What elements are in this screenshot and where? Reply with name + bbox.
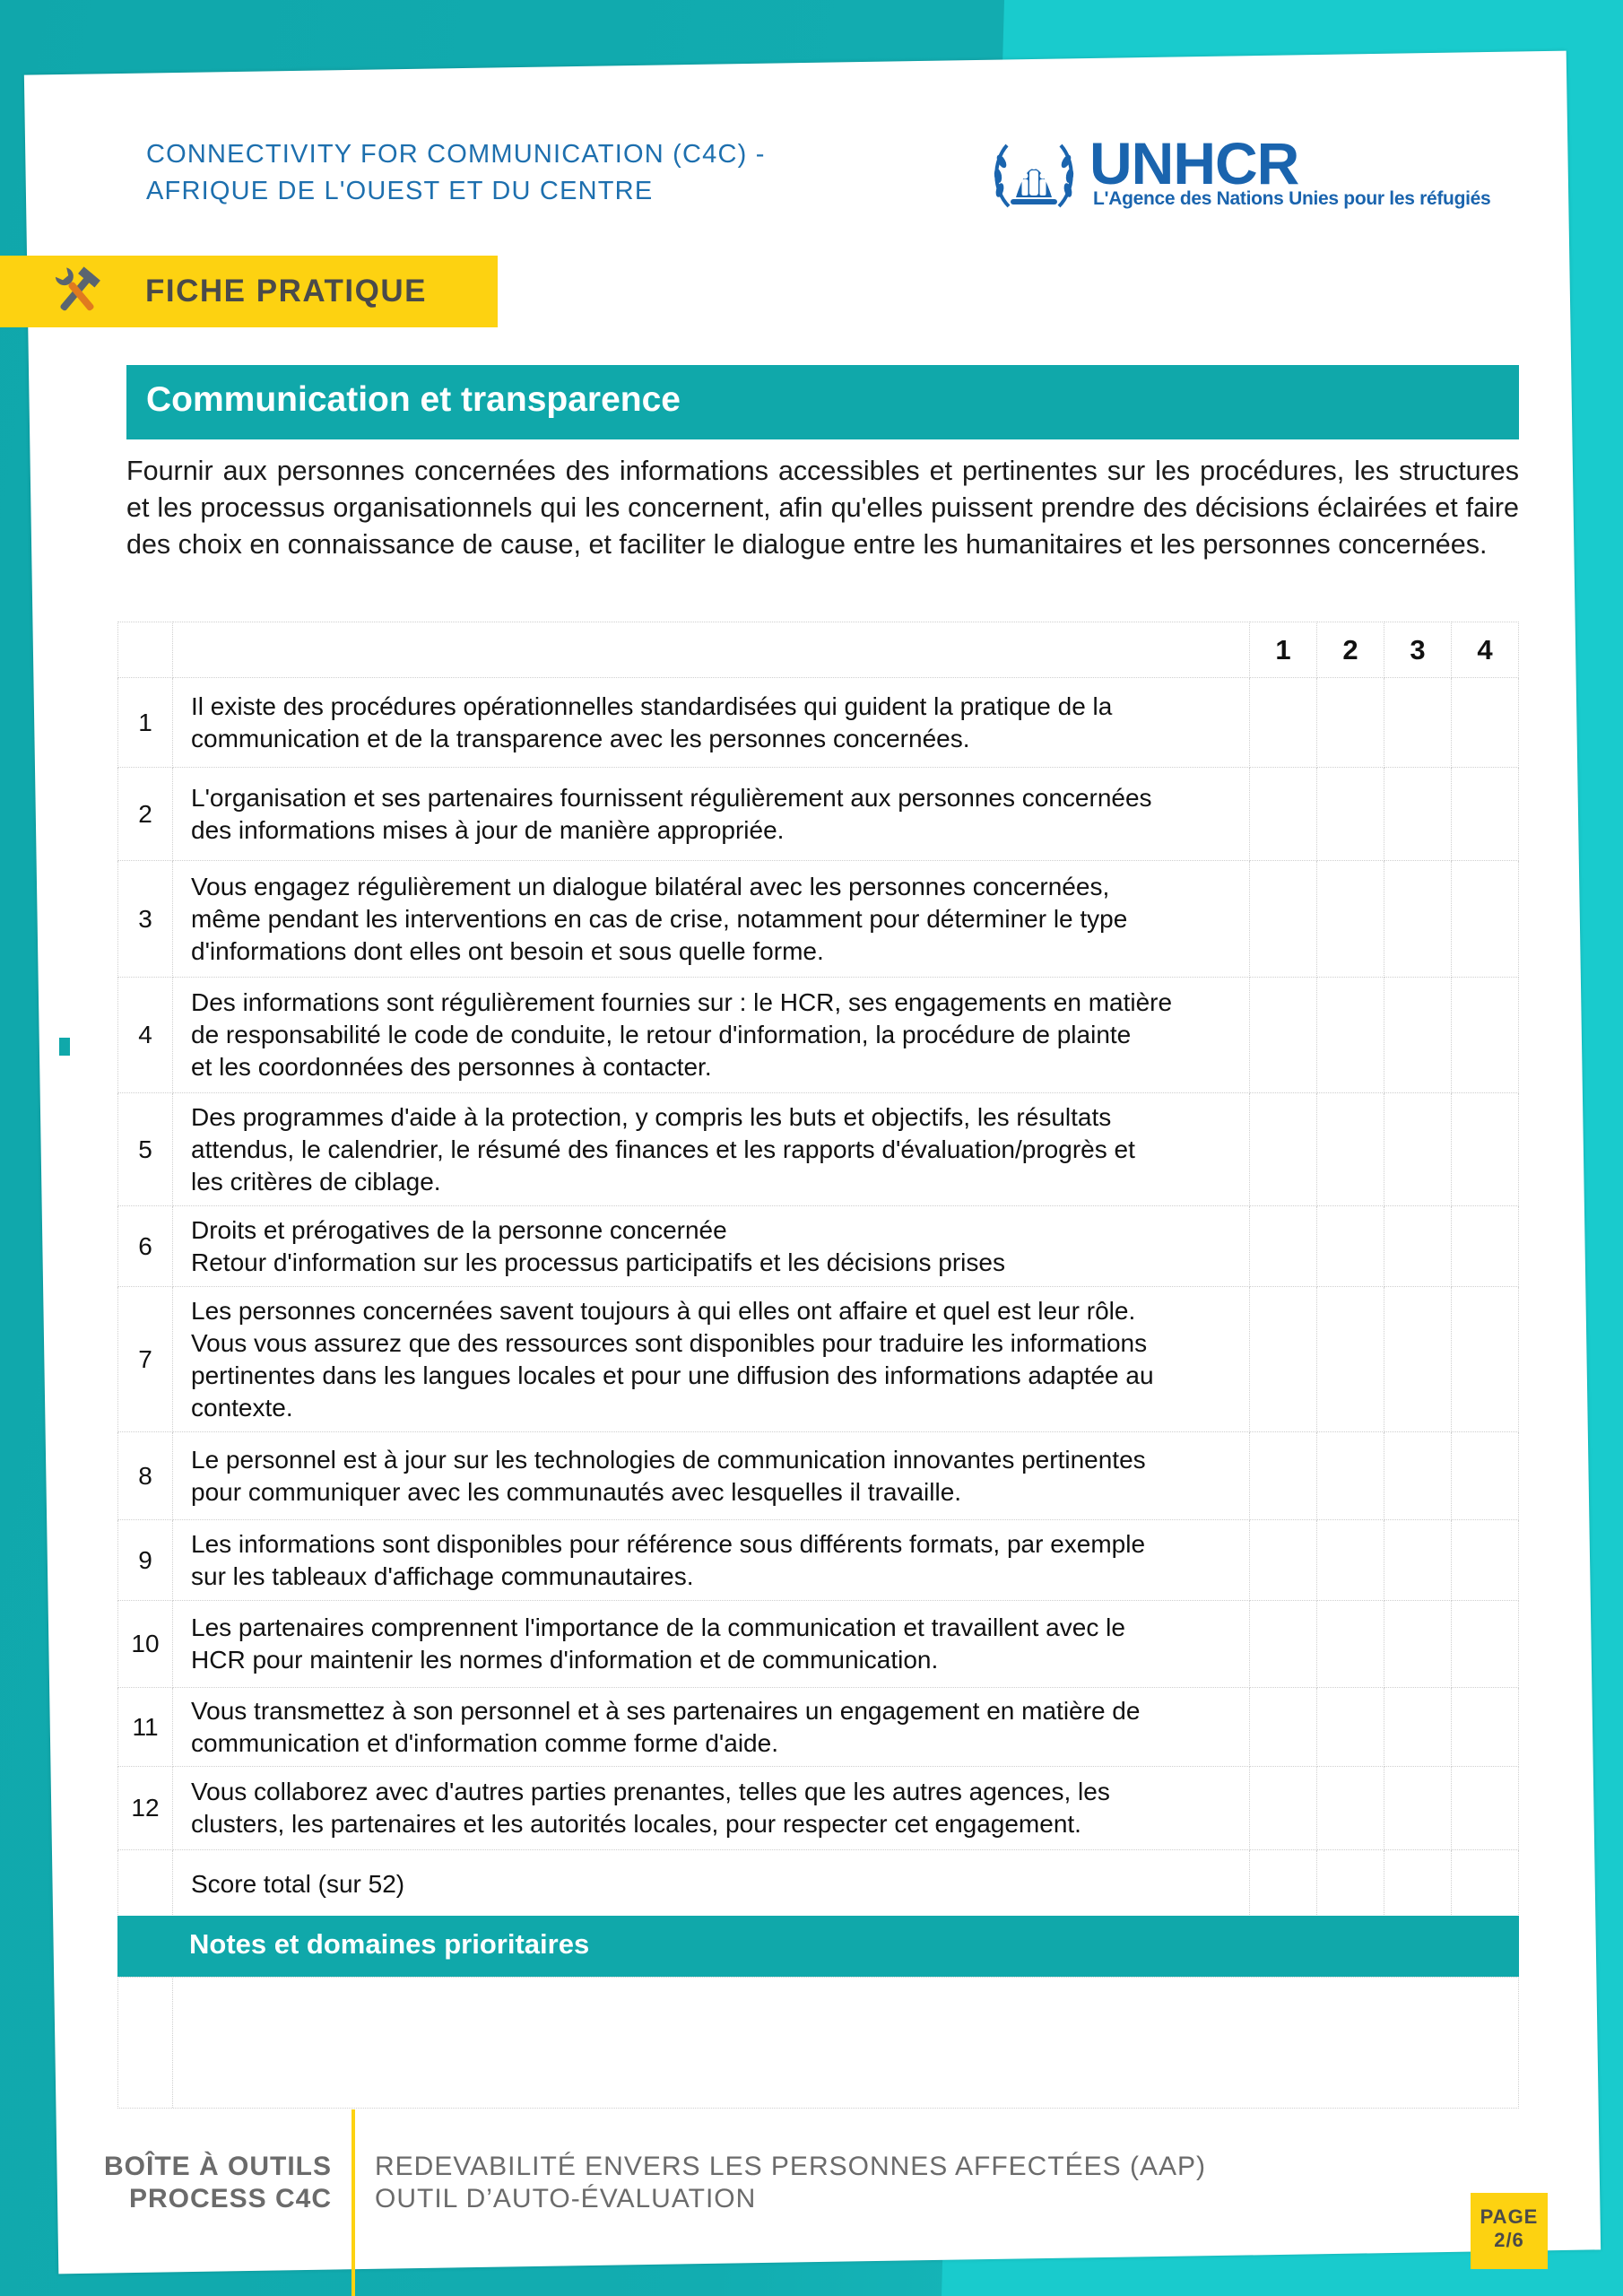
side-marker — [59, 1038, 70, 1056]
row-text-line: pour communiquer avec les communautés avec lesquelles il travaille. — [191, 1477, 962, 1506]
score-cell-1[interactable] — [1250, 1601, 1317, 1688]
score-cell-3[interactable] — [1384, 1601, 1452, 1688]
score-cell-4[interactable] — [1452, 768, 1519, 861]
row-text-line: Retour d'information sur les processus participatifs et les décisions prises — [191, 1248, 1005, 1276]
row-text-line: L'organisation et ses partenaires fournissent régulièrement aux personnes concernées — [191, 783, 1152, 812]
score-cell-3[interactable] — [1384, 1688, 1452, 1767]
score-cell-2[interactable] — [1317, 768, 1384, 861]
evaluation-table — [117, 622, 1519, 1918]
score-cell-3[interactable] — [1384, 978, 1452, 1093]
row-text-line: clusters, les partenaires et les autorités locales, pour respecter cet engagement. — [191, 1810, 1081, 1838]
score-cell-1[interactable] — [1250, 1093, 1317, 1206]
footer-right-line-1: REDEVABILITÉ ENVERS LES PERSONNES AFFECTÉES (AAP) — [375, 2152, 1207, 2181]
row-text — [173, 1287, 1250, 1432]
row-number: 5 — [118, 1093, 173, 1206]
score-cell-4[interactable] — [1452, 1093, 1519, 1206]
total-score-cell-2[interactable] — [1317, 1850, 1384, 1918]
table-row — [118, 1767, 1519, 1850]
row-text — [173, 1520, 1250, 1601]
score-cell-4[interactable] — [1452, 1688, 1519, 1767]
row-text — [173, 978, 1250, 1093]
footer-toolbox — [90, 2151, 332, 2215]
score-cell-3[interactable] — [1384, 1206, 1452, 1287]
table-row — [118, 1206, 1519, 1287]
table-row — [118, 678, 1519, 768]
table-row — [118, 1287, 1519, 1432]
row-text-line: Vous collaborez avec d'autres parties prenantes, telles que les autres agences, les — [191, 1778, 1110, 1805]
header-line-1: CONNECTIVITY FOR COMMUNICATION (C4C) - — [146, 140, 766, 169]
footer-left-line-2: PROCESS C4C — [128, 2184, 332, 2213]
row-text-line: Vous transmettez à son personnel et à ses partenaires un engagement en matière de — [191, 1696, 1141, 1725]
score-header-4: 4 — [1452, 622, 1519, 678]
row-text-line: de responsabilité le code de conduite, le retour d'information, la procédure de plainte — [191, 1021, 1132, 1048]
unhcr-tagline: L'Agence des Nations Unies pour les réfugiés — [1093, 188, 1491, 209]
score-header-3: 3 — [1384, 622, 1452, 678]
total-score-cell-1[interactable] — [1250, 1850, 1317, 1918]
score-cell-2[interactable] — [1317, 861, 1384, 978]
total-row — [118, 1850, 1519, 1918]
row-number: 1 — [118, 678, 173, 768]
score-cell-3[interactable] — [1384, 1287, 1452, 1432]
row-text-line: Des informations sont régulièrement fournies sur : le HCR, ses engagements en matière — [191, 988, 1173, 1016]
row-number: 2 — [118, 768, 173, 861]
row-number: 12 — [118, 1767, 173, 1850]
section-intro: Fournir aux personnes concernées des informations accessibles et pertinentes sur les procédures, les structures et les processus organisationnels qui les concernent, afin qu'elles puissent prendre des décisions éclairées et faire des choix en connaissance de cause, et faciliter le dialogue entre les humanitaires et les personnes concernées. — [126, 456, 1519, 560]
row-number: 3 — [118, 861, 173, 978]
score-cell-2[interactable] — [1317, 1432, 1384, 1520]
row-text-line: les critères de ciblage. — [191, 1167, 441, 1196]
score-cell-3[interactable] — [1384, 1093, 1452, 1206]
row-number: 9 — [118, 1520, 173, 1601]
row-text — [173, 1206, 1250, 1287]
section-title-bar — [126, 365, 1519, 439]
row-text — [173, 678, 1250, 768]
score-cell-2[interactable] — [1317, 978, 1384, 1093]
table-row — [118, 768, 1519, 861]
total-num-cell — [118, 1850, 173, 1918]
page-number: 2/6 — [1494, 2229, 1524, 2251]
footer-left-line-1: BOÎTE À OUTILS — [104, 2152, 332, 2181]
score-cell-3[interactable] — [1384, 1432, 1452, 1520]
row-text-line: Des programmes d'aide à la protection, y compris les buts et objectifs, les résultats — [191, 1102, 1112, 1131]
row-number: 8 — [118, 1432, 173, 1520]
row-number: 6 — [118, 1206, 173, 1287]
total-score-cell-3[interactable] — [1384, 1850, 1452, 1918]
score-cell-1[interactable] — [1250, 1767, 1317, 1850]
score-cell-1[interactable] — [1250, 1432, 1317, 1520]
row-text-line: Vous vous assurez que des ressources sont disponibles pour traduire les informations — [191, 1328, 1148, 1357]
table-row — [118, 1432, 1519, 1520]
score-cell-4[interactable] — [1452, 1767, 1519, 1850]
footer-title — [375, 2151, 1206, 2215]
header-num-cell — [118, 622, 173, 678]
score-cell-2[interactable] — [1317, 1206, 1384, 1287]
score-cell-3[interactable] — [1384, 678, 1452, 768]
document-header — [146, 136, 766, 210]
score-cell-4[interactable] — [1452, 1287, 1519, 1432]
score-header-1: 1 — [1250, 622, 1317, 678]
score-cell-1[interactable] — [1250, 678, 1317, 768]
page-label: PAGE — [1480, 2205, 1539, 2228]
notes-divider — [172, 1978, 173, 2108]
row-text-line: communication et de la transparence avec les personnes concernées. — [191, 724, 970, 752]
notes-title-bar — [117, 1916, 1519, 1977]
score-cell-1[interactable] — [1250, 768, 1317, 861]
table-row — [118, 1093, 1519, 1206]
row-text-line: Vous engagez régulièrement un dialogue bilatéral avec les personnes concernées, — [191, 872, 1110, 900]
table-header-row — [118, 622, 1519, 678]
section-title: Communication et transparence — [146, 380, 681, 419]
score-cell-3[interactable] — [1384, 768, 1452, 861]
row-text-line: Les personnes concernées savent toujours à qui elles ont affaire et quel est leur rôle. — [191, 1296, 1136, 1325]
unhcr-logo — [989, 130, 1509, 222]
score-cell-4[interactable] — [1452, 1601, 1519, 1688]
table-row — [118, 861, 1519, 978]
table-row — [118, 1520, 1519, 1601]
score-cell-2[interactable] — [1317, 1520, 1384, 1601]
table-row — [118, 978, 1519, 1093]
row-text-line: et les coordonnées des personnes à contacter. — [191, 1053, 712, 1081]
row-text — [173, 861, 1250, 978]
score-cell-2[interactable] — [1317, 1093, 1384, 1206]
score-cell-4[interactable] — [1452, 1206, 1519, 1287]
row-number: 11 — [118, 1688, 173, 1767]
score-cell-4[interactable] — [1452, 678, 1519, 768]
row-text-line: Il existe des procédures opérationnelles standardisées qui guident la pratique de la — [191, 691, 1113, 720]
score-cell-4[interactable] — [1452, 978, 1519, 1093]
total-score-cell-4[interactable] — [1452, 1850, 1519, 1918]
score-cell-2[interactable] — [1317, 1767, 1384, 1850]
row-text-line: sur les tableaux d'affichage communautaires. — [191, 1561, 694, 1590]
row-text-line: Le personnel est à jour sur les technologies de communication innovantes pertinentes — [191, 1445, 1146, 1474]
footer-right-line-2: OUTIL D’AUTO-ÉVALUATION — [375, 2184, 757, 2213]
row-text — [173, 1432, 1250, 1520]
row-text-line: d'informations dont elles ont besoin et sous quelle forme. — [191, 936, 824, 965]
score-cell-3[interactable] — [1384, 1520, 1452, 1601]
row-text-line: contexte. — [191, 1393, 293, 1422]
score-cell-1[interactable] — [1250, 1520, 1317, 1601]
table-row — [118, 1688, 1519, 1767]
row-text-line: HCR pour maintenir les normes d'information et de communication. — [191, 1646, 939, 1674]
row-text — [173, 1601, 1250, 1688]
row-number: 7 — [118, 1287, 173, 1432]
row-text-line: Les informations sont disponibles pour référence sous différents formats, par exemple — [191, 1529, 1146, 1558]
score-cell-4[interactable] — [1452, 861, 1519, 978]
row-text-line: Droits et prérogatives de la personne concernée — [191, 1215, 727, 1244]
row-text — [173, 768, 1250, 861]
score-cell-2[interactable] — [1317, 678, 1384, 768]
fiche-pratique-badge — [0, 256, 498, 327]
unhcr-wordmark: UNHCR — [1089, 130, 1299, 196]
score-cell-1[interactable] — [1250, 861, 1317, 978]
row-text — [173, 1688, 1250, 1767]
notes-title: Notes et domaines prioritaires — [189, 1928, 590, 1960]
row-text-line: Les partenaires comprennent l'importance de la communication et travaillent avec le — [191, 1613, 1125, 1641]
row-text-line: communication et d'information comme forme d'aide. — [191, 1728, 778, 1757]
score-cell-2[interactable] — [1317, 1601, 1384, 1688]
row-text — [173, 1093, 1250, 1206]
score-cell-1[interactable] — [1250, 1206, 1317, 1287]
score-cell-2[interactable] — [1317, 1688, 1384, 1767]
header-line-2: AFRIQUE DE L'OUEST ET DU CENTRE — [146, 177, 654, 205]
row-text — [173, 1767, 1250, 1850]
table-row — [118, 1601, 1519, 1688]
score-cell-1[interactable] — [1250, 1287, 1317, 1432]
score-cell-4[interactable] — [1452, 1432, 1519, 1520]
page-number-tag — [1471, 2193, 1548, 2269]
row-number: 10 — [118, 1601, 173, 1688]
row-number: 4 — [118, 978, 173, 1093]
unhcr-emblem-icon — [989, 135, 1079, 217]
score-cell-3[interactable] — [1384, 1767, 1452, 1850]
footer-divider — [352, 2109, 355, 2296]
notes-area[interactable] — [117, 1977, 1519, 2109]
header-text-cell — [173, 622, 1250, 678]
score-cell-1[interactable] — [1250, 1688, 1317, 1767]
row-text-line: même pendant les interventions en cas de crise, notamment pour déterminer le type — [191, 904, 1128, 933]
total-label: Score total (sur 52) — [173, 1850, 1250, 1918]
fiche-pratique-label: FICHE PRATIQUE — [145, 274, 427, 309]
row-text-line: des informations mises à jour de manière appropriée. — [191, 815, 785, 844]
score-header-2: 2 — [1317, 622, 1384, 678]
tools-icon — [47, 265, 108, 318]
score-cell-2[interactable] — [1317, 1287, 1384, 1432]
score-cell-1[interactable] — [1250, 978, 1317, 1093]
row-text-line: pertinentes dans les langues locales et pour une diffusion des informations adaptée au — [191, 1361, 1154, 1389]
row-text-line: attendus, le calendrier, le résumé des finances et les rapports d'évaluation/progrès et — [191, 1135, 1135, 1163]
score-cell-4[interactable] — [1452, 1520, 1519, 1601]
score-cell-3[interactable] — [1384, 861, 1452, 978]
